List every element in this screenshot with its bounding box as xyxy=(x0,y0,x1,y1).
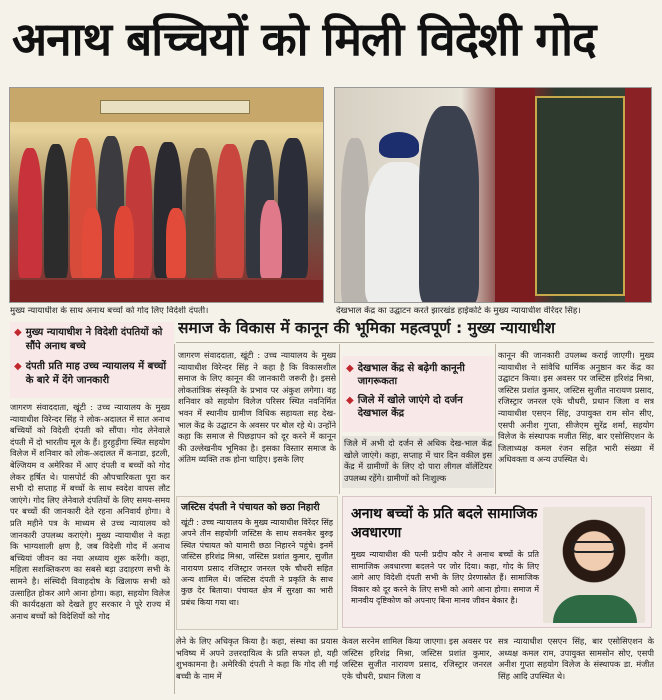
highlight-item: ◆ दंपती प्रति माह उच्च न्यायालय में बच्चों के बारे में देंगे जानकारी xyxy=(14,361,167,386)
article-bottom-left: लेने के लिए अधिकृत किया है। कहा, संस्था का प्रयास भविष्य में अपने उत्तरदायित्व के प्रति सफल हो, यही शुभकामना है। अमेरिकी दंपती ने कहा कि गोद ली गई बच्ची के नाम में xyxy=(176,636,338,681)
right-highlights xyxy=(342,356,494,432)
highlight-item: ◆ मुख्य न्यायाधीश ने विदेशी दंपतियों को सौंपे अनाथ बच्चे xyxy=(14,327,163,352)
article-right-column: कानून की जानकारी उपलब्ध कराई जाएगी। मुख्य न्यायाधीश ने सांवैधि धार्मिक अनुष्ठान कर केंद्र का उद्घाटन किया। इस अवसर पर जस्टिस हरिशंद्र मिश्रा, जस्टिस प्रशांत कुमार, जस्टिस सुजीत नारायण प्रसाद, रजिस्ट्रार जनरल एके चौधरी, प्रधान जिला व सत्र न्यायाधीश एसएन सिंह, उपायुक्त राम सोन सीए, एसपी अनीश गुप्ता, सीजेएम सुरेंद्र शर्मा, सहयोग विलेज के संस्थापक मजीत सिंह, बार एसोसिएशन के जिलाध्यक्ष कमल रंजन सहित भारी संख्या में अधिवक्ता व अन्य उपस्थित थे। xyxy=(498,350,654,465)
bullet-icon: ◆ xyxy=(346,363,354,374)
feature-box xyxy=(342,496,652,628)
justice-box-title: जस्टिस दंपती ने पंचायत को छठा निहारी xyxy=(181,502,320,513)
feature-title: अनाथ बच्चों के प्रति बदले सामाजिक अवधारणा xyxy=(351,506,538,541)
photo-inauguration xyxy=(334,87,652,303)
article-middle-column: जागरण संवाददाता, खूंटी : उच्च न्यायालय के मुख्य न्यायाधीश विरेन्दर सिंह ने कहा है कि विकासशील समाज के लिए कानून की जानकारी जरूरी है। इससे लोकतांत्रिक संस्कृति के प्रभाव पर अंकुश लगेगा। वह शनिवार को सहयोग विलेज परिसर स्थित नवनिर्मित भवन में स्थानीय ग्रामीण विधिक सहायता सह देख-भाल केंद्र के उद्घाटन के अवसर पर बोल रहे थे। उन्होंने कहा कि समाज से पिछड़ापन को दूर करने में कानून की उल्लेखनीय भूमिका है। इसका विस्तार समाज के अंतिम व्यक्ति तक होना चाहिए। इसके लिए xyxy=(178,350,336,465)
bullet-icon: ◆ xyxy=(14,327,22,338)
feature-body: मुख्य न्यायाधीश की पत्नी प्रदीप कौर ने अनाथ बच्चों के प्रति सामाजिक अवधारणा बदलने पर जोर दिया। कहा, गोद के लिए आगे आए विदेशी दंपती सभी के लिए प्रेरणास्रोत हैं। सामाजिक विकार को दूर करने के लिए सभी को आगे आना होगा। समाज में मानवीय दृष्टिकोण को अपनाए बिना मानव जीवन बेकार है। xyxy=(351,550,539,605)
column-divider xyxy=(174,344,175,694)
horizontal-divider xyxy=(176,342,654,343)
column-divider xyxy=(495,344,496,494)
headline: अनाथ बच्चियों को मिली विदेशी गोद xyxy=(12,12,596,66)
article-left-column: जागरण संवाददाता, खूंटी : उच्च न्यायालय के मुख्य न्यायाधीश विरेन्दर सिंह ने लोक-अदालत में सात अनाथ बच्चियों को विदेशी दंपती को सौंपा। गोद लेनेवाले दंपती में दो भारतीय मूल के हैं। हुरहुड़ीगा स्थित सहयोग विलेज में शनिवार को लोक-अदालत में कनाडा, इटली, बेल्जियम व अमेरिका में आए दंपती व बच्चों को गोद लेकर हर्षित थे। पासपोर्ट की औपचारिकता पूरा कर सभी दो सप्ताह में बच्चों के साथ स्वदेश वापस लौट जाएंगे। गोद लिए लेनेवाले दंपतियों के लिए समय-समय पर बच्चों की जानकारी देते रहना अनिवार्य होगा। वे प्रति महीने पत्र के माध्यम से उच्च न्यायालय को जानकारी उपलब्ध कराएंगे। मुख्य न्यायाधीश ने कहा कि भाग्यशाली क्षण है, जब विदेशी गोद में अनाथ बच्चियां जीवन का नया अध्याय शुरू करेंगी। कहा, महिला सशक्तिकरण का सबसे बड़ा उदाहरण सभी के सामने है। संस्थिदी विवाहदोष के खिलाफ सभी को उत्साहित होकर आगे आना होगा। कहा, सहयोग विलेज की कार्यदक्षता को देखते हुए सरकार ने पूरे राज्य में अनाथ बच्चों को विदेशियों को गोद xyxy=(10,402,170,621)
article-mid-lower: जिले में अभी दो दर्जन से अधिक देख-भाल केंद्र खोले जाएंगे। कहा, सप्ताह में चार दिन वकील इस केंद्र में ग्रामीणों के लिए दो पारा लीगल वॉलेंटियर उपलब्ध रहेंगे। ग्रामीणों को निःशुल्क xyxy=(342,436,494,488)
bullet-icon: ◆ xyxy=(14,361,22,372)
photo1-caption: मुख्य न्यायाधीश के साथ अनाथ बच्चों को गोद लिए विदेशी दंपती। xyxy=(10,306,209,316)
justice-box xyxy=(176,496,338,630)
left-highlights xyxy=(10,322,174,398)
highlight-item: ◆ देखभाल केंद्र से बढ़ेगी कानूनी जागरूकता xyxy=(346,363,465,387)
justice-box-body: खूंटी : उच्च न्यायालय के मुख्य न्यायाधीश विरेंदर सिंह अपने तीन सहयोगी जस्टिस के साथ सवनकेर बुरुइ स्थित पंचायत को यामारी छठा निहारने पहुंचे। इनमें जस्टिस हरिशंद्र मिश्रा, जस्टिस प्रशांत कुमार, सुजीत नारायण प्रसाद रजिस्ट्रार जनरल एके चौधरी सहित अन्य शामिल थे। जस्टिस दंपती ने प्रकृति के साथ कुछ देर बिताया। पंचायत क्षेत्र में सुरक्षा का भारी प्रबंध किया गया था। xyxy=(181,518,333,607)
shawl-shape xyxy=(553,595,637,623)
glasses-icon xyxy=(571,541,617,553)
highlight-item: ◆ जिले में खोले जाएंगे दो दर्जन देखभाल केंद्र xyxy=(346,395,463,419)
photo2-caption: देखभाल केंद्र का उद्घाटन करते झारखंड हाईकोर्ट के मुख्य न्यायाधीश वीरेंदर सिंह। xyxy=(336,306,581,316)
article-bottom-middle: केवल सरनेम शामिल किया जाएगा। इस अवसर पर जस्टिस हरिशंद्र मिश्रा, जस्टिस प्रशांत कुमार, जस्टिस सुजीत नारायण प्रसाद, रजिस्ट्रार जनरल एके चौधरी, प्रधान जिला व xyxy=(342,636,492,681)
column-divider xyxy=(339,344,340,494)
photo-adoption-group xyxy=(9,87,324,303)
article-bottom-right: सत्र न्यायाधीश एसएन सिंह, बार एसोसिएशन के अध्यक्ष कमल राम, उपायुक्त सामसोन सोए, एसपी अनीश गुप्ता सहयोग विलेज के संस्थापक डा. मंजीत सिंह आदि उपस्थित थे। xyxy=(498,636,654,681)
subheadline: समाज के विकास में कानून की भूमिका महत्वपूर्ण : मुख्य न्यायाधीश xyxy=(178,319,555,337)
bullet-icon: ◆ xyxy=(346,395,354,406)
